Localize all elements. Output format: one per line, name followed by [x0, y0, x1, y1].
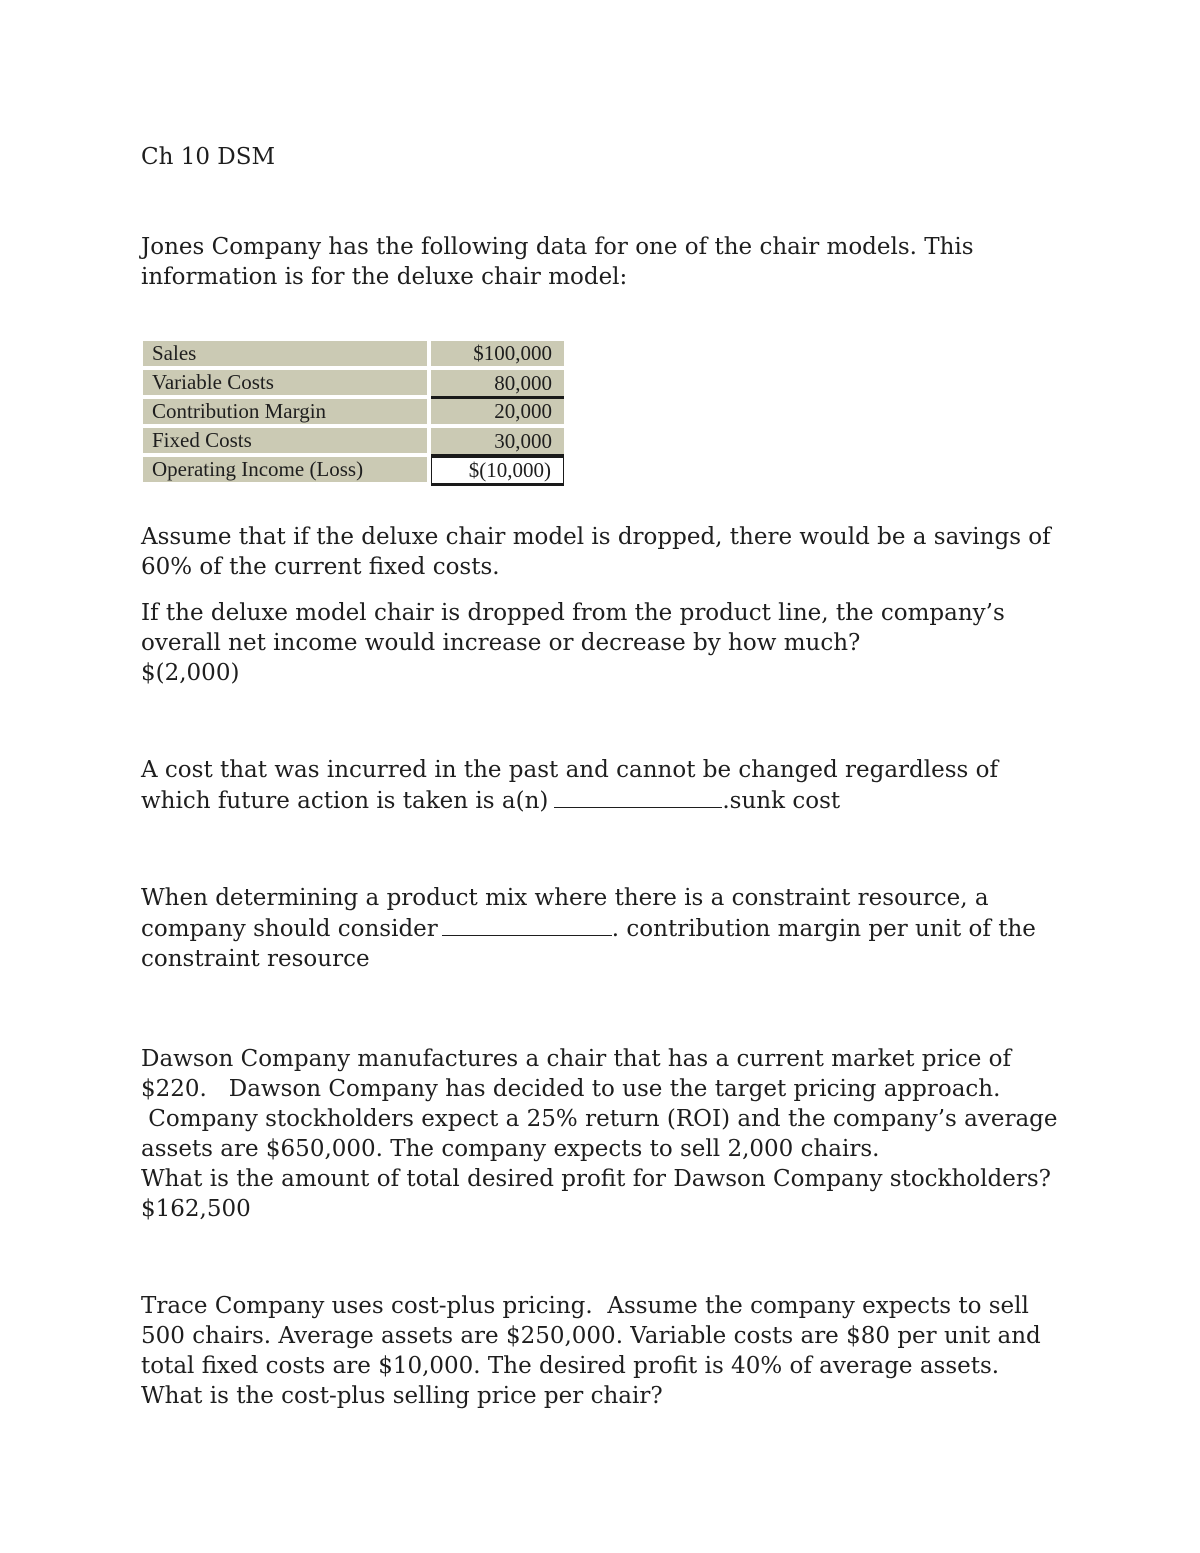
- question-product-mix: [141, 883, 1036, 974]
- question-line: assets are $650,000. The company expects to sell 2,000 chairs.: [141, 1136, 880, 1162]
- question-line: [141, 913, 1036, 944]
- answer-line: $162,500: [141, 1196, 251, 1222]
- table-row: [143, 341, 564, 370]
- assumption-line: 60% of the current fixed costs.: [141, 554, 500, 580]
- question-line: 500 chairs. Average assets are $250,000. Variable costs are $80 per unit and: [141, 1323, 1041, 1349]
- question-sunk-cost: [141, 755, 998, 816]
- question-line: What is the amount of total desired profit for Dawson Company stockholders?: [141, 1166, 1051, 1192]
- answer-blank: [442, 913, 612, 936]
- assumption-line: Assume that if the deluxe chair model is dropped, there would be a savings of: [141, 524, 1051, 550]
- row-value: 80,000: [431, 370, 564, 399]
- question-line: A cost that was incurred in the past and cannot be changed regardless of: [141, 757, 999, 783]
- question-text: company should consider: [141, 916, 438, 942]
- intro-line: information is for the deluxe chair model:: [141, 264, 628, 290]
- row-label: Fixed Costs: [143, 428, 431, 457]
- question-line: [141, 785, 998, 816]
- question-line: If the deluxe model chair is dropped from the product line, the company’s: [141, 600, 1005, 626]
- table-row: [143, 370, 564, 399]
- row-label: Contribution Margin: [143, 399, 431, 428]
- question-line: Trace Company uses cost-plus pricing. Assume the company expects to sell: [141, 1293, 1029, 1319]
- question-text: which future action is taken is a(n): [141, 788, 549, 814]
- table-row: [143, 457, 564, 486]
- intro-line: Jones Company has the following data for one of the chair models. This: [141, 234, 974, 260]
- answer-text: .sunk cost: [722, 788, 841, 814]
- intro-paragraph: [141, 232, 974, 292]
- table-row: [143, 428, 564, 457]
- question-cost-plus: [141, 1291, 1041, 1411]
- row-label: Operating Income (Loss): [143, 457, 431, 486]
- document-title: Ch 10 DSM: [141, 144, 276, 170]
- answer-line: constraint resource: [141, 946, 370, 972]
- question-line: total fixed costs are $10,000. The desired profit is 40% of average assets.: [141, 1353, 1000, 1379]
- row-label: Sales: [143, 341, 431, 370]
- question-line: What is the cost-plus selling price per chair?: [141, 1383, 663, 1409]
- row-value: $100,000: [431, 341, 564, 370]
- answer-text: . contribution margin per unit of the: [611, 916, 1036, 942]
- question-line: Company stockholders expect a 25% return (ROI) and the company’s average: [141, 1106, 1058, 1132]
- question-drop-model: [141, 598, 1005, 688]
- question-line: overall net income would increase or decrease by how much?: [141, 630, 861, 656]
- question-line: When determining a product mix where there is a constraint resource, a: [141, 885, 989, 911]
- table-row: [143, 399, 564, 428]
- row-value: $(10,000): [431, 457, 564, 486]
- assumption-paragraph: [141, 522, 1051, 582]
- answer-line: $(2,000): [141, 660, 240, 686]
- deluxe-chair-income-table: [143, 341, 564, 486]
- question-line: Dawson Company manufactures a chair that has a current market price of: [141, 1046, 1012, 1072]
- row-value: 30,000: [431, 428, 564, 457]
- row-label: Variable Costs: [143, 370, 431, 399]
- question-target-pricing: [141, 1044, 1058, 1224]
- question-line: $220. Dawson Company has decided to use the target pricing approach.: [141, 1076, 1001, 1102]
- answer-blank: [554, 785, 722, 808]
- row-value: 20,000: [431, 399, 564, 428]
